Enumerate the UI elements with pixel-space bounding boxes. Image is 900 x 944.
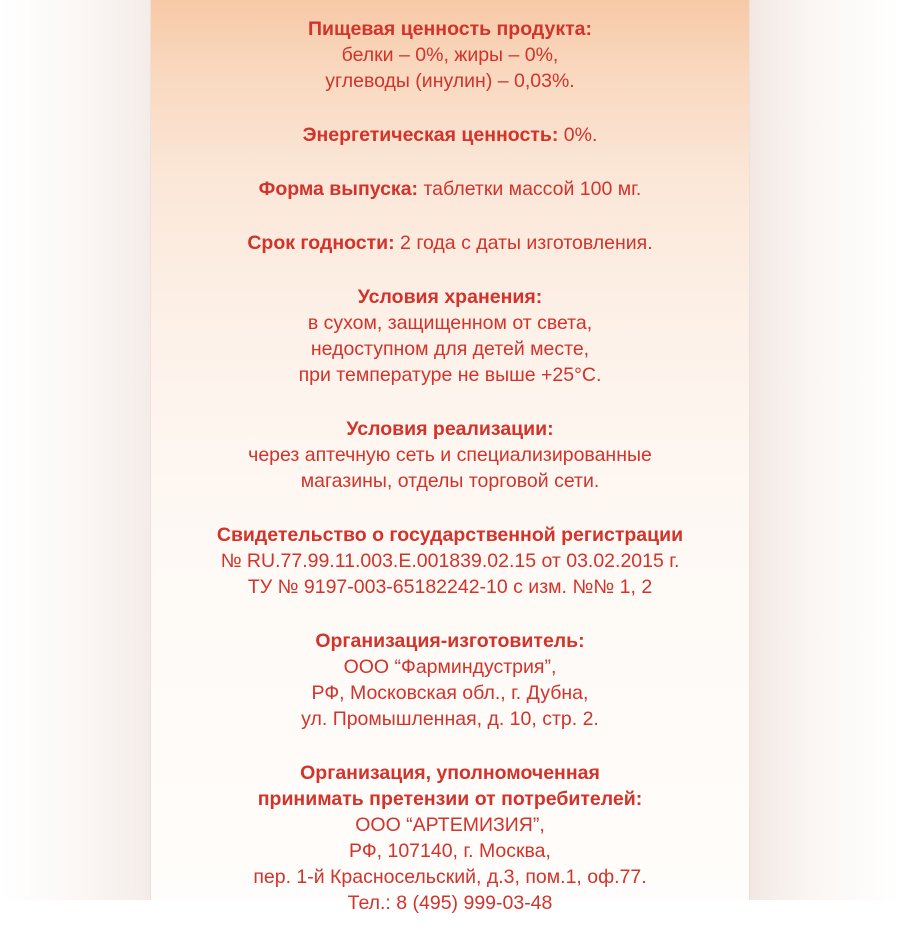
claims-heading-2: принимать претензии от потребителей: — [257, 788, 643, 810]
manufacturer-line-3: ул. Промышленная, д. 10, стр. 2. — [301, 708, 599, 730]
form-value: таблетки массой 100 мг. — [418, 178, 642, 200]
package-left-side — [0, 0, 150, 900]
energy-section — [150, 122, 750, 148]
registration-heading: Свидетельство о государственной регистрации — [216, 524, 684, 546]
manufacturer-heading: Организация-изготовитель: — [315, 630, 585, 652]
registration-line-1: № RU.77.99.11.003.Е.001839.02.15 от 03.02.2015 г. — [220, 550, 680, 572]
nutrition-line-1: белки – 0%, жиры – 0%, — [341, 44, 559, 66]
shelf-life-section — [150, 230, 750, 256]
storage-section — [150, 284, 750, 388]
storage-line-1: в сухом, защищенном от света, — [307, 312, 593, 334]
claims-phone: Тел.: 8 (495) 999-03-48 — [347, 892, 553, 914]
sale-line-1: через аптечную сеть и специализированные — [248, 444, 652, 466]
form-line — [150, 176, 750, 202]
package-right-side — [750, 0, 900, 900]
storage-line-3: при температуре не выше +25°С. — [298, 364, 602, 386]
energy-line — [150, 122, 750, 148]
storage-heading: Условия хранения: — [357, 286, 543, 308]
claims-line-3: пер. 1-й Красносельский, д.3, пом.1, оф.77. — [253, 866, 647, 888]
shelf-life-line — [150, 230, 750, 256]
nutrition-section — [150, 16, 750, 94]
form-section — [150, 176, 750, 202]
label-text — [150, 16, 750, 944]
claims-line-2: РФ, 107140, г. Москва, — [349, 840, 551, 862]
sale-line-2: магазины, отделы торговой сети. — [300, 470, 600, 492]
energy-value: 0%. — [558, 124, 598, 146]
manufacturer-line-2: РФ, Московская обл., г. Дубна, — [311, 682, 589, 704]
storage-line-2: недоступном для детей месте, — [310, 338, 590, 360]
nutrition-line-2: углеводы (инулин) – 0,03%. — [325, 70, 575, 92]
registration-line-2: ТУ № 9197-003-65182242-10 с изм. №№ 1, 2 — [247, 576, 653, 598]
claims-section — [150, 760, 750, 916]
shelf-life-value: 2 года с даты изготовления. — [394, 232, 653, 254]
manufacturer-line-1: ООО “Фарминдустрия”, — [343, 656, 557, 678]
claims-line-1: ООО “АРТЕМИЗИЯ”, — [355, 814, 545, 836]
nutrition-heading: Пищевая ценность продукта: — [308, 18, 592, 40]
energy-heading: Энергетическая ценность: — [302, 124, 559, 146]
sale-section — [150, 416, 750, 494]
shelf-life-heading: Срок годности: — [247, 232, 395, 254]
claims-heading-1: Организация, уполномоченная — [300, 762, 600, 784]
sale-heading: Условия реализации: — [346, 418, 554, 440]
registration-section — [150, 522, 750, 600]
manufacturer-section — [150, 628, 750, 732]
form-heading: Форма выпуска: — [258, 178, 419, 200]
